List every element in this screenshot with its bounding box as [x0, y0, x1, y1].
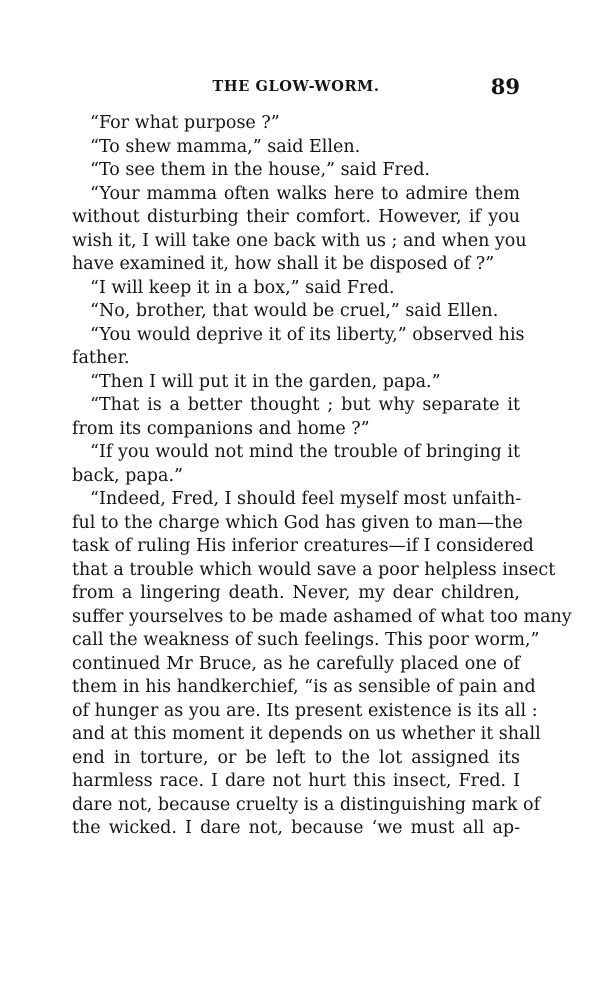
body-text [72, 112, 572, 841]
text-line: of hunger as you are. Its present existence is its all : [72, 700, 538, 721]
text-line: without disturbing their comfort. However, if you [72, 207, 520, 227]
text-line: ful to the charge which God has given to man—the [72, 512, 523, 533]
text-line: “Your mamma often walks here to admire them [90, 183, 520, 204]
text-line: “To see them in the house,” said Fred. [90, 160, 430, 180]
text-line: “Then I will put it in the garden, papa.” [90, 371, 441, 392]
text-line: that a trouble which would save a poor helpless insect [72, 559, 556, 580]
text-line: them in his handkerchief, “is as sensible of pain and [72, 677, 536, 697]
text-line: from a lingering death. Never, my dear children, [72, 583, 520, 603]
text-line: call the weakness of such feelings. This poor worm,” [72, 630, 540, 650]
text-line: “I will keep it in a box,” said Fred. [90, 277, 395, 298]
text-line: “Indeed, Fred, I should feel myself most unfaith- [90, 489, 522, 509]
text-line: dare not, because cruelty is a distinguishing mark of [72, 794, 541, 815]
text-line: “You would deprive it of its liberty,” observed his [90, 324, 525, 345]
running-title: THE GLOW-WORM. [212, 78, 380, 95]
text-line: “If you would not mind the trouble of bringing it [90, 442, 520, 462]
text-line: suffer yourselves to be made ashamed of what too many [72, 606, 572, 627]
page-number: 89 [490, 74, 520, 99]
text-line: harmless race. I dare not hurt this insect, Fred. I [72, 771, 520, 791]
text-line: “No, brother, that would be cruel,” said Ellen. [90, 301, 499, 321]
text-line: from its companions and home ?” [72, 418, 370, 439]
text-line: the wicked. I dare not, because ‘we must all ap- [72, 818, 520, 838]
text-line: back, papa.” [72, 465, 183, 486]
text-line: continued Mr Bruce, as he carefully placed one of [72, 653, 520, 674]
text-line: task of ruling His inferior creatures—if I considered [72, 536, 534, 556]
text-line: and at this moment it depends on us whether it shall [72, 724, 541, 744]
text-line: have examined it, how shall it be disposed of ?” [72, 254, 495, 274]
text-line: end in torture, or be left to the lot assigned its [72, 747, 520, 768]
text-line: father. [72, 348, 130, 368]
page-header [72, 74, 520, 100]
text-line: “To shew mamma,” said Ellen. [90, 136, 361, 157]
text-line: wish it, I will take one back with us ; and when you [72, 230, 527, 251]
text-line: “For what purpose ?” [90, 113, 280, 133]
text-line: “That is a better thought ; but why separate it [90, 395, 520, 415]
